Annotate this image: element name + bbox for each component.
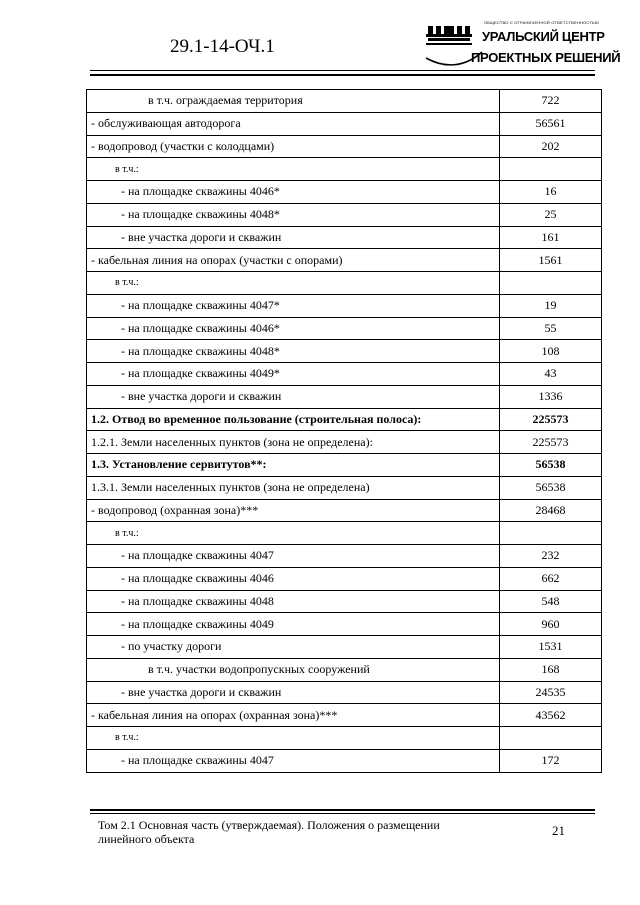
row-value xyxy=(500,272,602,295)
table-row xyxy=(87,590,602,613)
table-row xyxy=(87,408,602,431)
row-label: - водопровод (охранная зона)*** xyxy=(87,499,500,522)
doc-code: 29.1-14-ОЧ.1 xyxy=(170,36,275,57)
table-row xyxy=(87,476,602,499)
row-value: 202 xyxy=(500,135,602,158)
row-label: - обслуживающая автодорога xyxy=(87,112,500,135)
row-label: - вне участка дороги и скважин xyxy=(87,681,500,704)
row-value: 1561 xyxy=(500,249,602,272)
table-row xyxy=(87,249,602,272)
row-label: - на площадке скважины 4047* xyxy=(87,294,500,317)
row-label: - водопровод (участки с колодцами) xyxy=(87,135,500,158)
row-label: - на площадке скважины 4048* xyxy=(87,203,500,226)
table-row xyxy=(87,658,602,681)
page-number: 21 xyxy=(552,823,565,838)
table-row xyxy=(87,294,602,317)
row-value: 28468 xyxy=(500,499,602,522)
row-value: 960 xyxy=(500,613,602,636)
row-label: в т.ч.: xyxy=(87,272,500,295)
row-label: - на площадке скважины 4047 xyxy=(87,749,500,772)
row-value: 1336 xyxy=(500,385,602,408)
row-label: - на площадке скважины 4048* xyxy=(87,340,500,363)
row-value: 55 xyxy=(500,317,602,340)
table-row xyxy=(87,385,602,408)
land-area-table xyxy=(86,89,602,773)
table-row xyxy=(87,522,602,545)
row-label: - по участку дороги xyxy=(87,636,500,659)
row-value: 662 xyxy=(500,567,602,590)
row-label: - вне участка дороги и скважин xyxy=(87,385,500,408)
table-row xyxy=(87,203,602,226)
table-row xyxy=(87,454,602,477)
header-rule-thick xyxy=(90,74,595,76)
row-label: в т.ч.: xyxy=(87,522,500,545)
row-label: - на площадке скважины 4047 xyxy=(87,545,500,568)
row-label: - на площадке скважины 4046* xyxy=(87,181,500,204)
row-value: 25 xyxy=(500,203,602,226)
row-label: - на площадке скважины 4049 xyxy=(87,613,500,636)
row-value: 232 xyxy=(500,545,602,568)
table-row xyxy=(87,363,602,386)
table-row xyxy=(87,613,602,636)
row-value: 225573 xyxy=(500,408,602,431)
row-label: - кабельная линия на опорах (участки с опорами) xyxy=(87,249,500,272)
table-row xyxy=(87,727,602,750)
row-label: в т.ч.: xyxy=(87,158,500,181)
table-row xyxy=(87,272,602,295)
table-row xyxy=(87,158,602,181)
row-value: 19 xyxy=(500,294,602,317)
row-value: 225573 xyxy=(500,431,602,454)
row-label: 1.3. Установление сервитутов**: xyxy=(87,454,500,477)
row-value: 56561 xyxy=(500,112,602,135)
footer-rule-thin xyxy=(90,813,595,814)
row-value xyxy=(500,727,602,750)
logo-title-line2: ПРОЕКТНЫХ РЕШЕНИЙ xyxy=(471,50,621,65)
row-value xyxy=(500,522,602,545)
row-value: 722 xyxy=(500,90,602,113)
row-value xyxy=(500,158,602,181)
table-row xyxy=(87,567,602,590)
footer-rule-thick xyxy=(90,809,595,811)
table-row xyxy=(87,636,602,659)
row-value: 172 xyxy=(500,749,602,772)
row-label: в т.ч. ограждаемая территория xyxy=(87,90,500,113)
row-label: 1.2.1. Земли населенных пунктов (зона не определена): xyxy=(87,431,500,454)
table-row xyxy=(87,431,602,454)
row-value: 24535 xyxy=(500,681,602,704)
table-row xyxy=(87,112,602,135)
row-label: - на площадке скважины 4049* xyxy=(87,363,500,386)
row-label: - на площадке скважины 4046 xyxy=(87,567,500,590)
table-row xyxy=(87,499,602,522)
row-value: 548 xyxy=(500,590,602,613)
table-row xyxy=(87,681,602,704)
footer-title-line1: Том 2.1 Основная часть (утверждаемая). Положения о размещении xyxy=(98,818,440,832)
footer-title-line2: линейного объекта xyxy=(98,832,195,846)
footer-title xyxy=(98,818,488,846)
row-label: - на площадке скважины 4046* xyxy=(87,317,500,340)
row-label: - кабельная линия на опорах (охранная зона)*** xyxy=(87,704,500,727)
row-value: 168 xyxy=(500,658,602,681)
row-value: 161 xyxy=(500,226,602,249)
row-value: 16 xyxy=(500,181,602,204)
row-value: 108 xyxy=(500,340,602,363)
table-row xyxy=(87,704,602,727)
row-value: 1531 xyxy=(500,636,602,659)
row-value: 43562 xyxy=(500,704,602,727)
logo-title-line1: УРАЛЬСКИЙ ЦЕНТР xyxy=(482,29,605,44)
logo-small-text: ОБЩЕСТВО С ОГРАНИЧЕННОЙ ОТВЕТСТВЕННОСТЬЮ xyxy=(484,20,600,25)
table-row xyxy=(87,226,602,249)
table-row xyxy=(87,340,602,363)
table-row xyxy=(87,90,602,113)
row-value: 56538 xyxy=(500,476,602,499)
row-label: - вне участка дороги и скважин xyxy=(87,226,500,249)
header-rule-thin xyxy=(90,70,595,71)
table-row xyxy=(87,317,602,340)
table-row xyxy=(87,181,602,204)
row-label: 1.2. Отвод во временное пользование (строительная полоса): xyxy=(87,408,500,431)
table-row xyxy=(87,545,602,568)
table-row xyxy=(87,135,602,158)
table-row xyxy=(87,749,602,772)
row-value: 56538 xyxy=(500,454,602,477)
row-label: - на площадке скважины 4048 xyxy=(87,590,500,613)
row-label: в т.ч. участки водопропускных сооружений xyxy=(87,658,500,681)
row-value: 43 xyxy=(500,363,602,386)
row-label: в т.ч.: xyxy=(87,727,500,750)
company-logo xyxy=(424,16,621,74)
row-label: 1.3.1. Земли населенных пунктов (зона не определена) xyxy=(87,476,500,499)
